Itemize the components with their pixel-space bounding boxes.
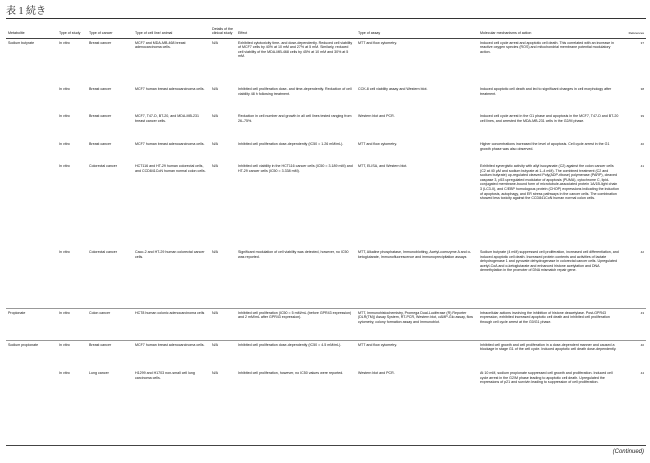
cell-ref: 40 bbox=[640, 142, 644, 146]
cell-assay: MTT and flow cytometry. bbox=[358, 142, 398, 146]
cell-cancer: Breast cancer bbox=[87, 340, 133, 369]
col-header-mechanism: Molecular mechanisms of action bbox=[478, 19, 622, 38]
cell-study: In vitro bbox=[59, 114, 70, 118]
cell-study: In vitro bbox=[59, 87, 70, 91]
cell-effect: Inhibited cell viability in the HCT116 cancer cells (IC50 = 3.189 mM) and HT-29 cancer cells (IC50 = 3.338 mM). bbox=[238, 164, 353, 173]
col-header-cancer: Type of cancer bbox=[87, 19, 133, 38]
table-row bbox=[6, 308, 646, 340]
cell-ref: 40 bbox=[622, 340, 646, 369]
cell-effect: Inhibited cell proliferation (IC50 = 5 mM/mL (before GPR43 expression) and 2 mM/mL after GPR43 expression). bbox=[236, 308, 356, 340]
cell-mechanism: Higher concentrations increased the level of apoptosis. Cell cycle arrest in the G1 growth phase was also observed. bbox=[480, 142, 610, 151]
cell-assay: MTT and flow cytometry. bbox=[358, 40, 398, 45]
cell-metabolite bbox=[6, 248, 57, 308]
col-header-effect: Effect bbox=[236, 19, 356, 38]
cell-cell: HCT8 human colonic adenocarcinoma cells bbox=[133, 308, 210, 340]
cell-ref: 39 bbox=[640, 114, 644, 118]
cell-mechanism: At 10 mM, sodium propionate suppressed cell growth and proliferation. Induced cell cycle arrest in the G2/M phase leading to apoptotic cell death. Upregulated the expressions of p21 and survivin leading to suppression of cell proliferation. bbox=[480, 371, 613, 385]
table-row bbox=[6, 369, 646, 402]
table-title: 表 1 続き bbox=[6, 6, 46, 17]
cell-cell: H1299 and H1703 non-small cell lung carcinoma cells. bbox=[135, 371, 195, 380]
cell-cell: MCF7 human breast adenocarcinoma cells. bbox=[133, 340, 210, 369]
header-row bbox=[6, 19, 646, 38]
cell-cancer: Breast cancer bbox=[89, 142, 112, 146]
col-header-cell: Type of cell line/ animal bbox=[133, 19, 210, 38]
cell-assay: Western blot and PCR. bbox=[358, 371, 395, 375]
cell-clinical: N/A bbox=[212, 40, 218, 45]
table-row bbox=[6, 112, 646, 140]
cell-ref: 41 bbox=[640, 164, 644, 168]
cell-clinical: N/A bbox=[212, 87, 218, 91]
cell-clinical: N/A bbox=[210, 340, 236, 369]
cell-assay: MTT, ELISA, and Western blot. bbox=[358, 164, 408, 168]
cell-cancer: Breast cancer bbox=[89, 114, 112, 118]
cell-study: In vitro bbox=[59, 164, 70, 168]
cell-metabolite bbox=[6, 112, 57, 140]
cell-cancer: Lung cancer bbox=[89, 371, 109, 375]
cell-cancer: Breast cancer bbox=[89, 87, 112, 91]
table-row bbox=[6, 162, 646, 248]
cell-cancer: Colorectal cancer bbox=[89, 250, 117, 254]
cell-clinical: N/A bbox=[212, 114, 218, 118]
cell-ref: 44 bbox=[640, 371, 644, 375]
cell-cell: HCT116 and HT-29 human colorectal cells, and CCD841CoN human normal colon cells. bbox=[135, 164, 206, 173]
cell-cell: MCF7, T47-D, BT-20, and MDA-MB-231 breast cancer cells. bbox=[135, 114, 200, 123]
cell-effect: Inhibited cell proliferation, however, no IC50 values were reported. bbox=[238, 371, 344, 375]
table-row bbox=[6, 340, 646, 369]
cell-metabolite: Sodium butyrate bbox=[8, 40, 35, 45]
cell-ref: 37 bbox=[640, 40, 644, 45]
cell-clinical: N/A bbox=[212, 250, 218, 254]
cell-metabolite bbox=[6, 140, 57, 162]
cell-cancer: Colorectal cancer bbox=[89, 164, 117, 168]
cell-mechanism: Sodium butyrate (4 mM) suppressed cell proliferation, increased cell differentiation, and induced apoptotic cell death. Increased protein contents and activities of lactate dehydrogenase 1 and pyruvate dehydrogenase in colorectal cancer cells. Upregulated acetyl-CoA and α-ketoglutarate and enhanced histone acetylation and DNA demethylation in the promoter of DNA mismatch repair gene. bbox=[480, 250, 619, 273]
cell-assay: CCK-8 cell viability assay and Western blot. bbox=[358, 87, 428, 91]
cell-effect: Inhibited cell proliferation dose- and time-dependently. Reduction of cell viability 48 h following treatment. bbox=[238, 87, 352, 96]
cell-study: In vitro bbox=[59, 142, 70, 146]
cell-assay: MTT, Alkaline phosphatase, Immunoblotting, Acetyl-coenzyme A and α-ketoglutarate, Immunofluorescence and immunoprecipitation assays bbox=[358, 250, 471, 259]
cell-ref: 38 bbox=[640, 87, 644, 91]
cell-cell: Caco-2 and HT-29 human colorectal cancer cells. bbox=[135, 250, 205, 259]
cell-assay: MTT and flow cytometry. bbox=[356, 340, 478, 369]
table-row bbox=[6, 38, 646, 85]
cell-mechanism: Inhibited cell growth and cell proliferation in a dose-dependent manner and caused a blockage in stage G1 of the cell cycle. Induced apoptotic cell death dose-dependently. bbox=[478, 340, 622, 369]
cell-ref: 43 bbox=[622, 308, 646, 340]
table-row bbox=[6, 248, 646, 308]
cell-study: In vitro bbox=[59, 40, 70, 45]
cell-cell: MCF7 human breast adenocarcinoma cells. bbox=[135, 142, 205, 146]
cell-cell: MCF7 and MDA-MB-468 breast adenocarcinoma cells. bbox=[135, 40, 186, 50]
col-header-refs: References bbox=[622, 19, 646, 38]
cell-metabolite bbox=[6, 162, 57, 248]
cell-clinical: N/A bbox=[212, 371, 218, 375]
col-header-assay: Type of assay bbox=[356, 19, 478, 38]
bottom-rule bbox=[6, 445, 646, 446]
cell-clinical: N/A bbox=[212, 164, 218, 168]
cell-mechanism: Induced cell cycle arrest and apoptotic cell death. This correlated with an increase in reactive oxygen species (ROS) and mitochondrial membrane potential modulatory action. bbox=[480, 40, 614, 54]
cell-metabolite bbox=[6, 369, 57, 402]
cell-assay: Western blot and PCR. bbox=[358, 114, 395, 118]
cell-effect: Inhibited cell proliferation dose-dependently (IC50 = 4.5 mM/mL). bbox=[236, 340, 356, 369]
cell-effect: Inhibited cell proliferation dose-dependently (IC50 = 1.26 mM/mL). bbox=[238, 142, 344, 146]
cell-mechanism: Exhibited synergistic activity with allyl isocyanate (C2) against the colon cancer cells (C2 at 40 μM and sodium butyrate at 1–4 mM). The combined treatment (C2 and sodium butyrate) up-regulated cleaved Poly(ADP-ribose) polymerase (PARP), cleaved caspase 3, p53 upregulated modulator of apoptosis (PUMA), cytochrome C, lipid-conjugated membrane-bound form of microtubule-associated protein 1A/1B-light chain 3 (LC3-II), and C/EBP homologous protein (CHOP) expressions indicating the induction of apoptosis, autophagy, and ER stress pathways in the cancer cells. The combination showed less toxicity against the CCD841CoN human normal colon cells. bbox=[480, 164, 619, 201]
cell-study: In vitro bbox=[59, 371, 70, 375]
cell-cancer: Breast cancer bbox=[89, 40, 112, 45]
cell-effect: Significant modulation of cell viability was detected, however, no IC50 was reported. bbox=[238, 250, 349, 259]
cell-metabolite bbox=[6, 85, 57, 112]
cell-study: In vitro bbox=[57, 308, 87, 340]
cell-assay: MTT, Immunohistochemistry, Promega Dual-Luciferase (R) Reporter (DLR(TM)) Assay System, RT-PCR, Western blot, cAMP-Glo assay, flow cytometry, colony formation assay and Immunoblot. bbox=[356, 308, 478, 340]
cell-metabolite: Sodium propionate bbox=[6, 340, 57, 369]
cell-cell: MCF7 human breast adenocarcinoma cells. bbox=[135, 87, 205, 91]
col-header-study: Type of study bbox=[57, 19, 87, 38]
cell-metabolite: Propionate bbox=[6, 308, 57, 340]
table-row bbox=[6, 85, 646, 112]
cell-effect: Reduction in cell number and growth in all cell lines tested ranging from 26–75%. bbox=[238, 114, 352, 123]
col-header-metabolite: Metabolite bbox=[6, 19, 57, 38]
cell-effect: Exhibited cytotoxicity time- and dose-dependently. Reduced cell viability of MCF7 cells by 40% at 10 mM and 27% at 5 mM. Similarly, reduced cell viability of the MDA-MB-468 cells by 45% at 10 mM and 30% at 5 mM. bbox=[238, 40, 353, 59]
col-header-clinical: Details of the clinical study bbox=[210, 19, 236, 38]
cell-clinical: N/A bbox=[212, 142, 218, 146]
cell-mechanism: Induced apoptotic cell death and led to significant changes in cell morphology after treatment. bbox=[480, 87, 612, 96]
cell-study: In vitro bbox=[59, 250, 70, 254]
cell-mechanism: Induced cell cycle arrest in the G1 phase and apoptosis in the MCF7, T47-D and BT-20 cell lines, and arrested the MDA-MB-231 cells in the G2/M phase. bbox=[480, 114, 619, 123]
table-row bbox=[6, 140, 646, 162]
data-table bbox=[6, 19, 646, 402]
cell-cancer: Colon cancer bbox=[87, 308, 133, 340]
cell-ref: 42 bbox=[640, 250, 644, 254]
continued-label: (Continued) bbox=[612, 449, 644, 455]
cell-study: In vitro bbox=[57, 340, 87, 369]
cell-mechanism: Intracellular actions involving the inhibition of histone deacetylase. Post-GPR43 expression, exhibited increased apoptotic cell death and inhibited cell proliferation through cell cycle arrest at the G0/G1 phase. bbox=[478, 308, 622, 340]
cell-clinical: N/A bbox=[210, 308, 236, 340]
